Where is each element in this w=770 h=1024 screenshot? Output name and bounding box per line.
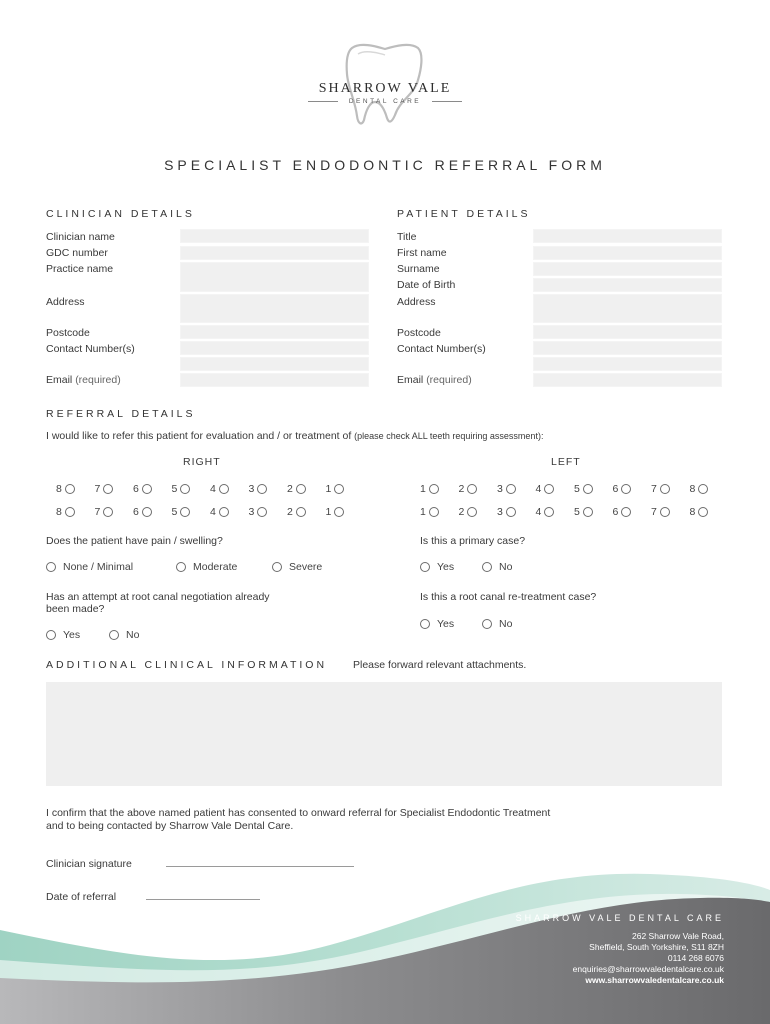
right-tooth-8-upper-radio[interactable] xyxy=(65,484,75,494)
left-tooth-3-upper[interactable] xyxy=(497,483,516,495)
primary-yes-label: Yes xyxy=(437,561,455,573)
right-tooth-3-upper-radio[interactable] xyxy=(257,484,267,494)
right-tooth-4-lower[interactable] xyxy=(210,506,229,518)
left-tooth-7-upper[interactable] xyxy=(651,483,670,495)
tooth-number: 8 xyxy=(56,483,62,495)
consent-line1: I confirm that the above named patient has consented to onward referral for Specialist Endodontic Treatment xyxy=(46,807,551,819)
left-tooth-4-upper-radio[interactable] xyxy=(544,484,554,494)
left-tooth-8-lower[interactable] xyxy=(690,506,709,518)
footer-address-line2: Sheffield, South Yorkshire, S11 8ZH xyxy=(589,942,724,952)
footer-email[interactable]: enquiries@sharrowvaledentalcare.co.uk xyxy=(572,964,724,974)
right-tooth-1-lower[interactable] xyxy=(326,506,345,518)
primary-no-option[interactable] xyxy=(482,561,512,573)
tooth-number: 5 xyxy=(574,483,580,495)
clinician-address-field[interactable] xyxy=(180,294,369,323)
attempt-yes-label: Yes xyxy=(63,629,81,641)
attempt-yes-option[interactable] xyxy=(46,629,80,641)
left-tooth-6-upper-radio[interactable] xyxy=(621,484,631,494)
right-teeth-label: RIGHT xyxy=(183,456,221,468)
retreatment-question: Is this a root canal re-treatment case? xyxy=(420,591,597,603)
left-tooth-1-upper[interactable] xyxy=(420,483,439,495)
tooth-number: 8 xyxy=(56,506,62,518)
left-tooth-4-lower-radio[interactable] xyxy=(544,507,554,517)
right-tooth-4-lower-radio[interactable] xyxy=(219,507,229,517)
logo-name: SHARROW VALE xyxy=(318,81,452,96)
pain-none-radio[interactable] xyxy=(46,562,56,572)
clinician-email-label-text: Email xyxy=(46,374,73,386)
tooth-number: 8 xyxy=(689,483,696,495)
left-tooth-5-lower-radio[interactable] xyxy=(583,507,593,517)
tooth-number: 6 xyxy=(612,483,619,495)
tooth-number: 5 xyxy=(171,483,178,495)
tooth-number: 7 xyxy=(651,506,657,518)
tooth-number: 2 xyxy=(287,483,293,495)
patient-address-label: Address xyxy=(397,296,436,308)
patient-first-name-label: First name xyxy=(397,247,447,259)
left-tooth-6-upper[interactable] xyxy=(613,483,632,495)
pain-option-severe[interactable] xyxy=(272,561,322,573)
patient-dob-field[interactable] xyxy=(533,278,722,292)
left-tooth-5-lower[interactable] xyxy=(574,506,593,518)
tooth-number: 3 xyxy=(497,483,503,495)
clinician-details-heading: CLINICIAN DETAILS xyxy=(46,208,195,220)
left-tooth-1-lower[interactable] xyxy=(420,506,439,518)
tooth-number: 1 xyxy=(420,506,426,518)
retreatment-no-option[interactable] xyxy=(482,618,512,630)
tooth-number: 2 xyxy=(458,506,465,518)
gdc-number-field[interactable] xyxy=(180,246,369,260)
left-tooth-6-lower[interactable] xyxy=(613,506,632,518)
referral-intro-text: I would like to refer this patient for evaluation and / or treatment of xyxy=(46,430,352,442)
tooth-number: 1 xyxy=(325,483,332,495)
tooth-number: 7 xyxy=(94,483,101,495)
right-tooth-2-lower[interactable] xyxy=(287,506,306,518)
tooth-number: 5 xyxy=(574,506,580,518)
left-tooth-2-lower[interactable] xyxy=(459,506,478,518)
left-tooth-4-upper[interactable] xyxy=(536,483,555,495)
clinician-contact-label: Contact Number(s) xyxy=(46,343,135,355)
right-tooth-6-upper[interactable] xyxy=(133,483,152,495)
tooth-number: 6 xyxy=(133,506,139,518)
consent-line2: and to being contacted by Sharrow Vale Dental Care. xyxy=(46,820,294,832)
right-tooth-6-lower-radio[interactable] xyxy=(142,507,152,517)
clinician-address-label: Address xyxy=(46,296,85,308)
gdc-number-label: GDC number xyxy=(46,247,108,259)
footer-address-line1: 262 Sharrow Vale Road, xyxy=(632,931,724,941)
date-of-referral-label: Date of referral xyxy=(46,891,117,903)
pain-severe-label: Severe xyxy=(289,561,323,573)
right-tooth-2-upper-radio[interactable] xyxy=(296,484,306,494)
additional-info-textarea[interactable] xyxy=(46,682,722,786)
right-tooth-7-upper-radio[interactable] xyxy=(103,484,113,494)
pain-option-none[interactable] xyxy=(46,561,133,573)
right-tooth-4-upper-radio[interactable] xyxy=(219,484,229,494)
attachments-note: Please forward relevant attachments. xyxy=(353,659,527,671)
right-tooth-2-lower-radio[interactable] xyxy=(296,507,306,517)
pain-moderate-radio[interactable] xyxy=(176,562,186,572)
attempt-question-line2: been made? xyxy=(46,603,105,615)
primary-case-question: Is this a primary case? xyxy=(420,535,526,547)
left-tooth-3-lower-radio[interactable] xyxy=(506,507,516,517)
right-tooth-7-lower-radio[interactable] xyxy=(103,507,113,517)
clinician-signature-label: Clinician signature xyxy=(46,858,132,870)
pain-none-label: None / Minimal xyxy=(63,561,134,573)
referral-details-heading: REFERRAL DETAILS xyxy=(46,408,196,420)
patient-contact-field-2[interactable] xyxy=(533,357,722,371)
patient-details-heading: PATIENT DETAILS xyxy=(397,208,531,220)
right-tooth-1-lower-radio[interactable] xyxy=(334,507,344,517)
clinician-postcode-label: Postcode xyxy=(46,327,90,339)
retreatment-no-radio[interactable] xyxy=(482,619,492,629)
right-tooth-1-upper-radio[interactable] xyxy=(334,484,344,494)
patient-postcode-label: Postcode xyxy=(397,327,441,339)
right-tooth-4-upper[interactable] xyxy=(210,483,229,495)
left-tooth-3-lower[interactable] xyxy=(497,506,516,518)
tooth-number: 1 xyxy=(325,506,332,518)
primary-no-radio[interactable] xyxy=(482,562,492,572)
practice-name-field[interactable] xyxy=(180,262,369,292)
patient-contact-field-1[interactable] xyxy=(533,341,722,355)
patient-dob-label: Date of Birth xyxy=(397,279,456,291)
patient-email-required-note: (required) xyxy=(426,374,472,386)
logo-divider-right xyxy=(432,101,462,102)
patient-email-field[interactable] xyxy=(533,373,722,387)
right-tooth-5-upper[interactable] xyxy=(172,483,191,495)
clinician-postcode-field[interactable] xyxy=(180,325,369,339)
pain-severe-radio[interactable] xyxy=(272,562,282,572)
patient-title-label: Title xyxy=(397,231,417,243)
tooth-number: 4 xyxy=(535,483,542,495)
left-tooth-1-upper-radio[interactable] xyxy=(429,484,439,494)
left-tooth-3-upper-radio[interactable] xyxy=(506,484,516,494)
attempt-no-radio[interactable] xyxy=(109,630,119,640)
left-tooth-7-lower[interactable] xyxy=(651,506,670,518)
tooth-number: 2 xyxy=(458,483,465,495)
tooth-number: 1 xyxy=(420,483,426,495)
right-tooth-5-lower[interactable] xyxy=(172,506,191,518)
form-title: SPECIALIST ENDODONTIC REFERRAL FORM xyxy=(164,157,606,173)
left-tooth-5-upper[interactable] xyxy=(574,483,593,495)
right-tooth-3-lower[interactable] xyxy=(249,506,268,518)
left-tooth-2-lower-radio[interactable] xyxy=(467,507,477,517)
pain-moderate-label: Moderate xyxy=(193,561,238,573)
left-tooth-5-upper-radio[interactable] xyxy=(583,484,593,494)
left-tooth-8-upper[interactable] xyxy=(690,483,709,495)
clinician-email-required-note: (required) xyxy=(75,374,121,386)
retreatment-yes-label: Yes xyxy=(437,618,455,630)
left-tooth-8-upper-radio[interactable] xyxy=(698,484,708,494)
retreatment-yes-option[interactable] xyxy=(420,618,454,630)
tooth-number: 8 xyxy=(689,506,696,518)
right-tooth-7-upper[interactable] xyxy=(95,483,114,495)
tooth-number: 6 xyxy=(612,506,619,518)
right-tooth-8-lower[interactable] xyxy=(56,506,75,518)
practice-name-label: Practice name xyxy=(46,263,114,275)
right-tooth-2-upper[interactable] xyxy=(287,483,306,495)
patient-contact-label: Contact Number(s) xyxy=(397,343,486,355)
clinician-name-label: Clinician name xyxy=(46,231,115,243)
left-tooth-7-lower-radio[interactable] xyxy=(660,507,670,517)
tooth-number: 6 xyxy=(133,483,139,495)
footer-phone: 0114 268 6076 xyxy=(667,953,724,963)
right-tooth-1-upper[interactable] xyxy=(326,483,345,495)
left-tooth-7-upper-radio[interactable] xyxy=(660,484,670,494)
patient-surname-field[interactable] xyxy=(533,262,722,276)
footer-website[interactable]: www.sharrowvaledentalcare.co.uk xyxy=(585,975,724,985)
patient-email-label-text: Email xyxy=(397,374,424,386)
clinician-email-label xyxy=(46,374,121,386)
clinician-name-field[interactable] xyxy=(180,229,369,243)
patient-surname-label: Surname xyxy=(397,263,440,275)
clinician-email-field[interactable] xyxy=(180,373,369,387)
attempt-no-option[interactable] xyxy=(109,629,139,641)
retreatment-no-label: No xyxy=(499,618,513,630)
referral-intro-note: (please check ALL teeth requiring assessment): xyxy=(354,431,544,441)
referral-intro xyxy=(46,430,543,442)
tooth-number: 7 xyxy=(94,506,101,518)
right-tooth-3-lower-radio[interactable] xyxy=(257,507,267,517)
right-tooth-8-lower-radio[interactable] xyxy=(65,507,75,517)
tooth-number: 3 xyxy=(248,483,255,495)
right-tooth-6-lower[interactable] xyxy=(133,506,152,518)
tooth-number: 4 xyxy=(535,506,542,518)
tooth-number: 3 xyxy=(248,506,255,518)
tooth-number: 4 xyxy=(210,506,216,518)
pain-question: Does the patient have pain / swelling? xyxy=(46,535,223,547)
primary-yes-radio[interactable] xyxy=(420,562,430,572)
logo-subtitle: DENTAL CARE xyxy=(348,98,422,105)
right-tooth-5-upper-radio[interactable] xyxy=(180,484,190,494)
patient-first-name-field[interactable] xyxy=(533,246,722,260)
clinician-contact-field-2[interactable] xyxy=(180,357,369,371)
primary-yes-option[interactable] xyxy=(420,561,454,573)
left-tooth-4-lower[interactable] xyxy=(536,506,555,518)
tooth-number: 2 xyxy=(287,506,293,518)
left-tooth-8-lower-radio[interactable] xyxy=(698,507,708,517)
tooth-number: 7 xyxy=(651,483,657,495)
patient-title-field[interactable] xyxy=(533,229,722,243)
footer-brand: SHARROW VALE DENTAL CARE xyxy=(515,913,724,923)
right-tooth-7-lower[interactable] xyxy=(95,506,114,518)
attempt-yes-radio[interactable] xyxy=(46,630,56,640)
left-tooth-6-lower-radio[interactable] xyxy=(621,507,631,517)
left-teeth-label: LEFT xyxy=(551,456,581,468)
right-tooth-8-upper[interactable] xyxy=(56,483,75,495)
left-tooth-2-upper-radio[interactable] xyxy=(467,484,477,494)
left-tooth-1-lower-radio[interactable] xyxy=(429,507,439,517)
attempt-question-line1: Has an attempt at root canal negotiation already xyxy=(46,591,270,603)
tooth-number: 3 xyxy=(497,506,503,518)
clinician-contact-field-1[interactable] xyxy=(180,341,369,355)
patient-postcode-field[interactable] xyxy=(533,325,722,339)
retreatment-yes-radio[interactable] xyxy=(420,619,430,629)
right-tooth-5-lower-radio[interactable] xyxy=(180,507,190,517)
right-tooth-3-upper[interactable] xyxy=(249,483,268,495)
pain-option-moderate[interactable] xyxy=(176,561,237,573)
additional-info-heading: ADDITIONAL CLINICAL INFORMATION xyxy=(46,659,328,671)
right-tooth-6-upper-radio[interactable] xyxy=(142,484,152,494)
tooth-number: 5 xyxy=(171,506,178,518)
sharrow-vale-logo xyxy=(300,40,470,135)
attempt-no-label: No xyxy=(126,629,140,641)
patient-email-label xyxy=(397,374,472,386)
tooth-number: 4 xyxy=(210,483,216,495)
left-tooth-2-upper[interactable] xyxy=(459,483,478,495)
primary-no-label: No xyxy=(499,561,513,573)
patient-address-field[interactable] xyxy=(533,294,722,323)
